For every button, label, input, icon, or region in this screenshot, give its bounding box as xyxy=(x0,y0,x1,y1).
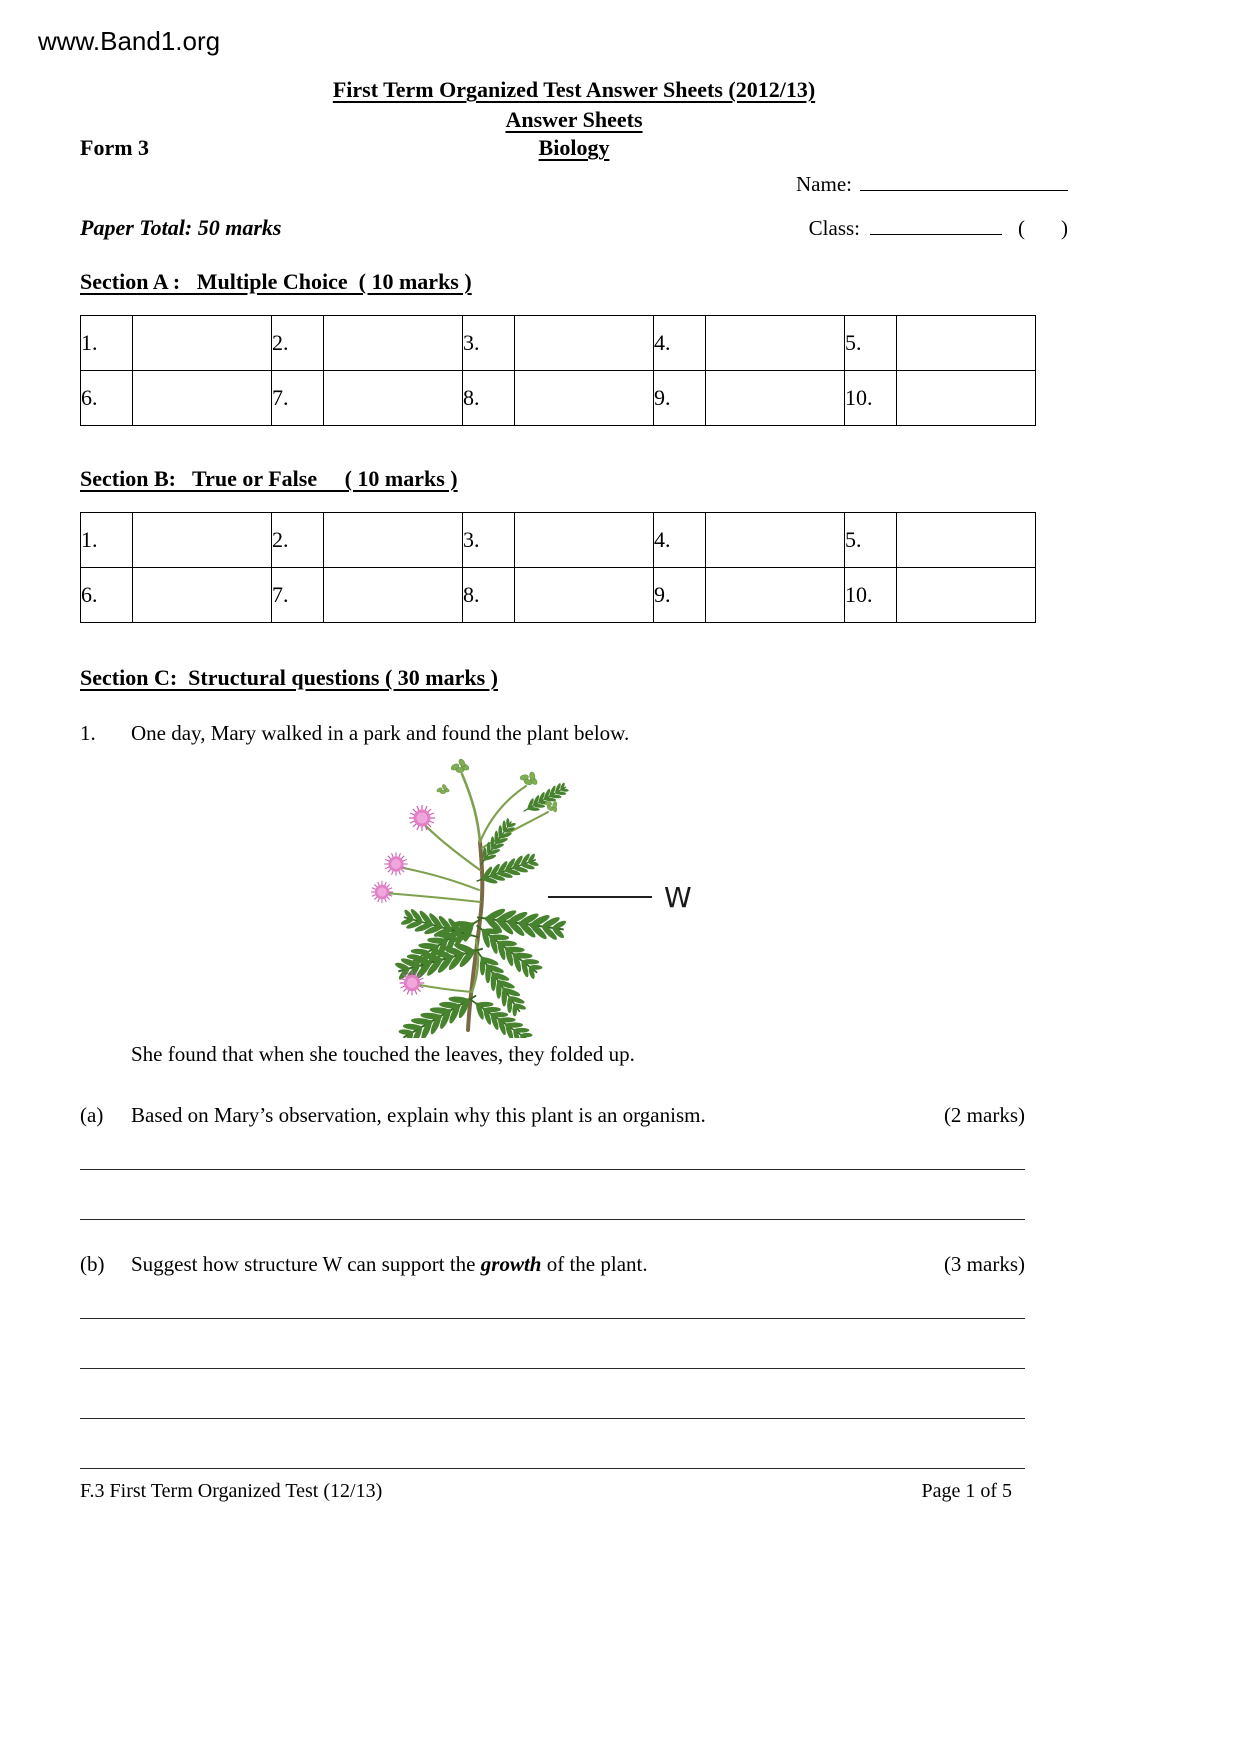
watermark: www.Band1.org xyxy=(38,26,221,56)
answer-cell[interactable] xyxy=(324,316,463,371)
answer-cell[interactable] xyxy=(324,513,463,568)
page-footer xyxy=(80,1480,1012,1503)
question-number: 4. xyxy=(654,513,706,568)
document-subtitle: Answer Sheets xyxy=(505,107,643,132)
section-b-answer-table xyxy=(80,512,1036,623)
class-label: Class: xyxy=(808,216,860,240)
plant-figure xyxy=(330,750,1068,1038)
question-1b xyxy=(80,1252,1025,1277)
answer-cell[interactable] xyxy=(706,568,845,623)
name-row xyxy=(80,169,1068,197)
question-number: 6. xyxy=(81,568,133,623)
answer-line[interactable] xyxy=(80,1369,1025,1419)
question-number: 9. xyxy=(654,371,706,426)
footer-page-number: Page 1 of 5 xyxy=(921,1480,1012,1502)
answer-cell[interactable] xyxy=(515,513,654,568)
question-number: 8. xyxy=(463,371,515,426)
question-1b-text-emphasis: growth xyxy=(480,1252,542,1276)
observation-caption: She found that when she touched the leaves, they folded up. xyxy=(131,1042,635,1066)
question-number: 2. xyxy=(272,513,324,568)
answer-cell[interactable] xyxy=(133,568,272,623)
table-row xyxy=(81,316,1036,371)
question-number: 10. xyxy=(845,371,897,426)
question-1a-label: (a) xyxy=(80,1103,104,1127)
answer-line[interactable] xyxy=(80,1128,1025,1170)
question-number: 6. xyxy=(81,371,133,426)
question-number: 8. xyxy=(463,568,515,623)
answer-cell[interactable] xyxy=(324,568,463,623)
question-number: 10. xyxy=(845,568,897,623)
question-number: 7. xyxy=(272,568,324,623)
question-number: 1. xyxy=(81,316,133,371)
answer-cell[interactable] xyxy=(515,371,654,426)
question-number: 4. xyxy=(654,316,706,371)
class-group xyxy=(809,213,1068,241)
answer-cell[interactable] xyxy=(706,513,845,568)
mimosa-plant-illustration xyxy=(330,750,710,1038)
question-1a-text: Based on Mary’s observation, explain why this plant is an organism. xyxy=(131,1103,706,1127)
class-field-line[interactable] xyxy=(870,213,1002,235)
question-1b-label: (b) xyxy=(80,1252,105,1276)
question-number: 2. xyxy=(272,316,324,371)
question-number: 9. xyxy=(654,568,706,623)
question-number: 3. xyxy=(463,316,515,371)
answer-cell[interactable] xyxy=(706,371,845,426)
section-c-heading: Section C: Structural questions ( 30 marks ) xyxy=(80,665,498,690)
name-label: Name: xyxy=(796,172,852,196)
subject-title: Biology xyxy=(538,135,610,160)
answer-cell[interactable] xyxy=(897,568,1036,623)
structure-w-label: W xyxy=(664,881,692,914)
question-1b-text-before: Suggest how structure W can support the xyxy=(131,1252,481,1276)
name-field-line[interactable] xyxy=(860,169,1068,191)
question-1a-marks: (2 marks) xyxy=(943,1103,1025,1127)
answer-cell[interactable] xyxy=(515,568,654,623)
answer-cell[interactable] xyxy=(897,316,1036,371)
class-paren-open: ( xyxy=(1018,216,1025,240)
meta-row xyxy=(80,213,1068,241)
question-number: 5. xyxy=(845,316,897,371)
answer-cell[interactable] xyxy=(515,316,654,371)
question-1a xyxy=(80,1103,1025,1128)
table-row xyxy=(81,568,1036,623)
class-paren-close: ) xyxy=(1061,216,1068,240)
answer-line[interactable] xyxy=(80,1319,1025,1369)
answer-cell[interactable] xyxy=(897,371,1036,426)
answer-cell[interactable] xyxy=(897,513,1036,568)
section-a-answer-table xyxy=(80,315,1036,426)
section-b-heading: Section B: True or False ( 10 marks ) xyxy=(80,466,458,491)
answer-cell[interactable] xyxy=(706,316,845,371)
answer-cell[interactable] xyxy=(133,513,272,568)
question-number: 3. xyxy=(463,513,515,568)
form-label: Form 3 xyxy=(80,135,150,160)
question-1b-marks: (3 marks) xyxy=(943,1252,1025,1276)
answer-line[interactable] xyxy=(80,1419,1025,1469)
table-row xyxy=(81,371,1036,426)
question-1 xyxy=(80,721,1025,746)
question-1b-text-after: of the plant. xyxy=(541,1252,648,1276)
question-1-text: One day, Mary walked in a park and found the plant below. xyxy=(131,721,630,745)
form-subject-row xyxy=(80,135,1068,161)
answer-line[interactable] xyxy=(80,1277,1025,1319)
question-1b-text xyxy=(131,1252,944,1277)
answer-cell[interactable] xyxy=(133,371,272,426)
answer-line[interactable] xyxy=(80,1170,1025,1220)
answer-cell[interactable] xyxy=(324,371,463,426)
footer-left: F.3 First Term Organized Test (12/13) xyxy=(80,1480,383,1502)
document-title: First Term Organized Test Answer Sheets (2012/13) xyxy=(332,77,816,102)
question-number: 7. xyxy=(272,371,324,426)
question-number: 5. xyxy=(845,513,897,568)
table-row xyxy=(81,513,1036,568)
paper-total: Paper Total: 50 marks xyxy=(80,215,282,240)
question-number: 1. xyxy=(81,513,133,568)
question-1-number: 1. xyxy=(80,721,96,745)
section-a-heading: Section A : Multiple Choice ( 10 marks ) xyxy=(80,269,472,294)
answer-cell[interactable] xyxy=(133,316,272,371)
